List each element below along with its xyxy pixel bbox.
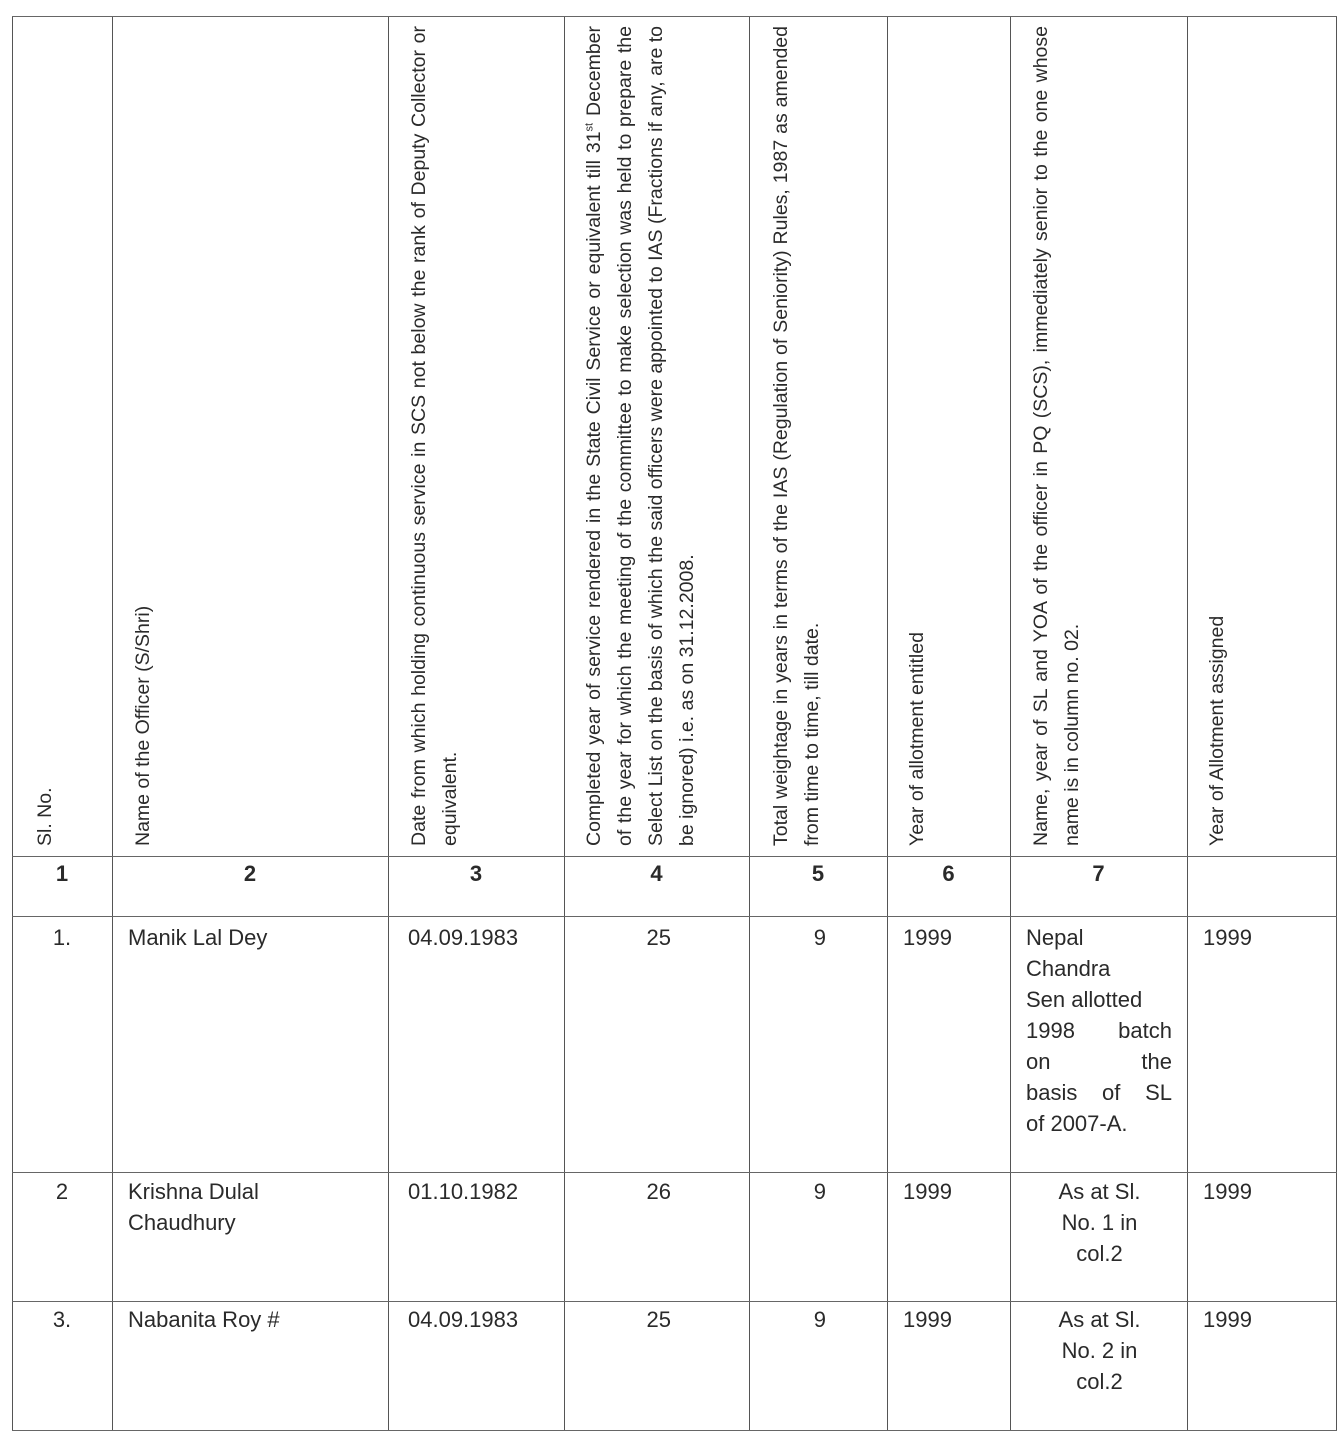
header-year-assigned: Year of Allotment assigned [1206,615,1228,846]
grid-line [12,1430,1337,1431]
cell-completed-years: 25 [646,925,671,950]
cell-year-assigned: 1999 [1203,1179,1252,1204]
grid-line [1336,16,1337,1430]
grid-line [1010,16,1011,1430]
column-number: 1 [55,861,69,886]
cell-total-weightage: 9 [813,925,826,950]
cell-sl-no: 3. [52,1307,72,1332]
column-number: 4 [650,861,663,886]
cell-total-weightage: 9 [813,1179,826,1204]
cell-sl-no: 2 [55,1179,69,1204]
cell-officer-name: Manik Lal Dey [128,925,268,950]
grid-line [12,1172,1337,1173]
column-number: 3 [469,861,483,886]
grid-line [12,16,13,1430]
grid-line [12,1301,1337,1302]
grid-line [564,16,565,1430]
grid-line [12,856,1337,857]
cell-year-assigned: 1999 [1203,1307,1252,1332]
grid-line [388,16,389,1430]
cell-officer-name: Nabanita Roy # [128,1307,280,1332]
cell-year-entitled: 1999 [903,1307,952,1332]
grid-line [749,16,750,1430]
cell-service-start-date: 01.10.1982 [408,1179,519,1204]
cell-completed-years: 26 [646,1179,671,1204]
header-senior-officer: Name, year of SL and YOA of the officer in PQ (SCS), immediately senior to the one whose name is in column no. 02. [1030,26,1083,846]
cell-sl-no: 1. [52,925,72,950]
column-number: 6 [942,861,955,886]
cell-total-weightage: 9 [813,1307,826,1332]
cell-completed-years: 25 [646,1307,671,1332]
grid-line [887,16,888,1430]
header-completed-years: Completed year of service rendered in the State Civil Service or equivalent till 31st December of the year for which the meeting of the committee to make selection was held to prepare the Select List on the basis of which the said officers were appointed to IAS (Fractions if any, are to be ignored) i.e. as on 31.12.2008. [583,26,698,846]
column-number: 5 [811,861,825,886]
grid-line [12,16,1337,17]
cell-year-entitled: 1999 [903,925,952,950]
grid-line [112,16,113,1430]
cell-senior-officer: Nepal Chandra Sen allotted 1998 batch on the basis of SL of 2007-A. [1026,925,1172,1136]
grid-line [12,916,1337,917]
header-year-entitled: Year of allotment entitled [906,632,928,846]
cell-senior-officer: As at Sl. No. 1 in col.2 [1058,1179,1141,1266]
header-total-weightage: Total weightage in years in terms of the IAS (Regulation of Seniority) Rules, 1987 as amended from time to time, till date. [770,26,823,846]
column-number: 7 [1092,861,1105,886]
cell-service-start-date: 04.09.1983 [408,1307,519,1332]
header-service-start-date: Date from which holding continuous service in SCS not below the rank of Deputy Collector or equivalent. [408,26,461,846]
cell-year-assigned: 1999 [1203,925,1252,950]
column-number: 2 [243,861,257,886]
cell-service-start-date: 04.09.1983 [408,925,519,950]
grid-line [1187,16,1188,1430]
cell-officer-name: Krishna Dulal Chaudhury [128,1179,259,1235]
header-sl-no: Sl. No. [34,787,56,846]
header-officer-name: Name of the Officer (S/Shri) [132,605,154,846]
cell-senior-officer: As at Sl. No. 2 in col.2 [1058,1307,1141,1394]
cell-year-entitled: 1999 [903,1179,952,1204]
